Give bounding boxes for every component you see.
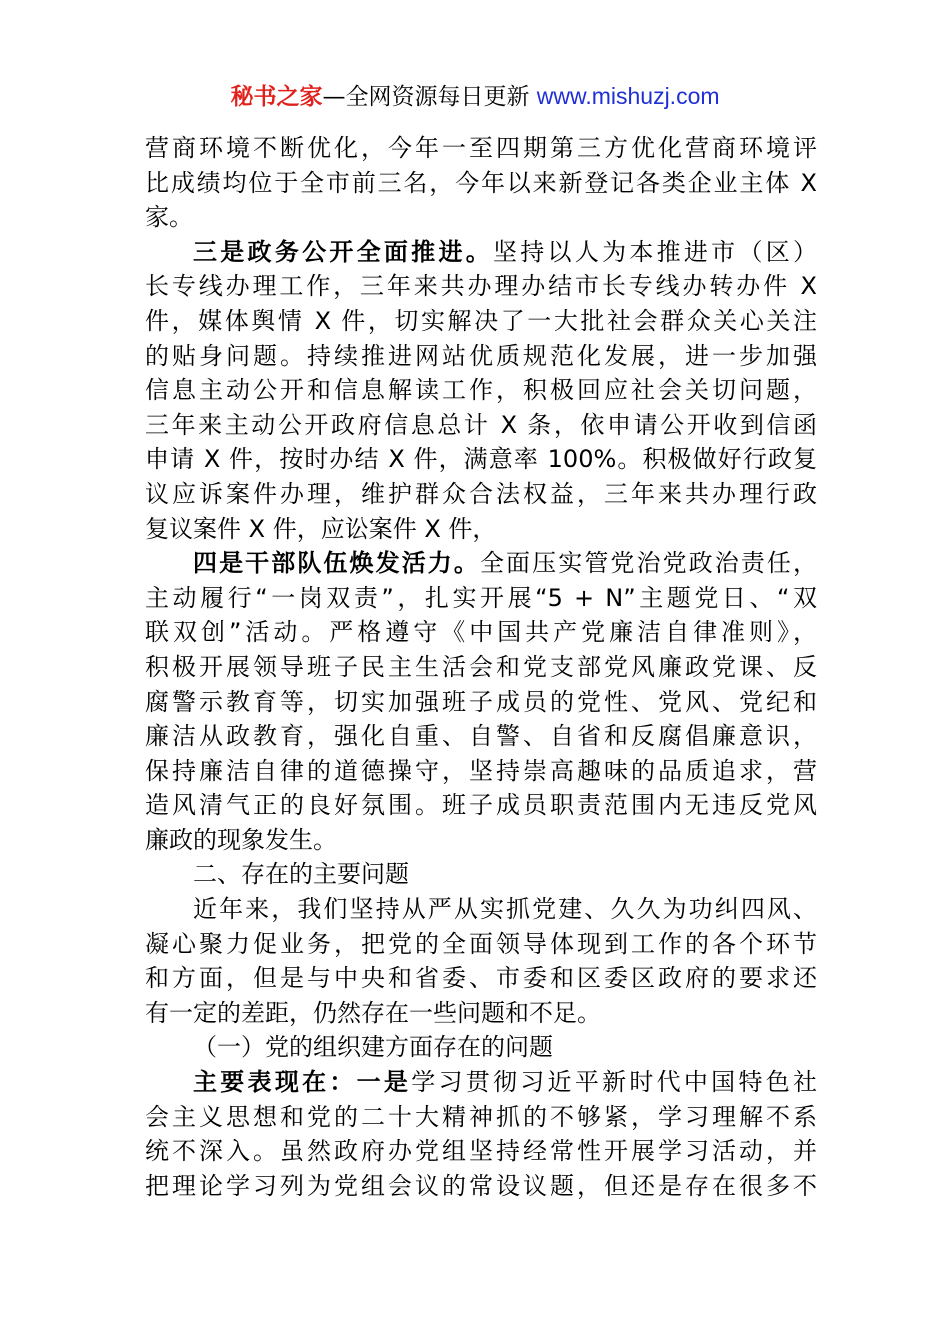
text-line: 复议案件 X 件，应讼案件 X 件， [145,514,497,543]
text-line: 家。 [145,203,193,232]
bold-lead: 四是干部队伍焕发活力。 [193,549,480,578]
subsection-heading: （一）党的组织建方面存在的问题 [193,1033,553,1062]
document-body [145,131,817,1203]
text-line: 有一定的差距，仍然存在一些问题和不足。 [145,998,601,1027]
text-line: 和方面，但是与中央和省委、市委和区委区政府的要求还 [145,964,817,993]
brand-name: 秘书之家 [230,84,323,110]
text-line: 造风清气正的良好氛围。班子成员职责范围内无违反党风 [145,791,817,820]
site-url-link[interactable]: www.mishuzj.com [536,83,720,109]
text-line: 腐警示教育等，切实加强班子成员的党性、党风、党纪和 [145,687,817,716]
text-line: 的贴身问题。持续推进网站优质规范化发展，进一步加强 [145,341,817,370]
paragraph-start-line: 近年来，我们坚持从严从实抓党建、久久为功纠四风、 [193,895,817,924]
text-line: 积极开展领导班子民主生活会和党支部党风廉政党课、反 [145,652,817,681]
text-line: 信息主动公开和信息解读工作，积极回应社会关切问题， [145,376,817,405]
text-line: 把理论学习列为党组会议的常设议题，但还是存在很多不 [145,1171,817,1200]
bold-lead: 三是政务公开全面推进。 [193,237,493,266]
text-line: 凝心聚力促业务，把党的全面领导体现到工作的各个环节 [145,929,817,958]
section-heading: 二、存在的主要问题 [193,860,409,889]
text-line: 统不深入。虽然政府办党组坚持经常性开展学习活动，并 [145,1137,817,1166]
text-line: 会主义思想和党的二十大精神抓的不够紧，学习理解不系 [145,1102,817,1131]
text-line: 保持廉洁自律的道德操守，坚持崇高趣味的品质追求，营 [145,756,817,785]
text-line: 申请 X 件，按时办结 X 件，满意率 100%。积极做好行政复 [145,445,817,474]
text-line: 长专线办理工作，三年来共办理办结市长专线办转办件 X [145,272,817,301]
text-line: 营商环境不断优化，今年一至四期第三方优化营商环境评 [145,134,817,162]
text-line: 联双创”活动。严格遵守《中国共产党廉洁自律准则》， [145,618,817,647]
text-line: 主动履行“一岗双责”，扎实开展“5 + N”主题党日、“双 [145,583,817,612]
paragraph-start-line: 四是干部队伍焕发活力。全面压实管党治党政治责任， [193,549,818,578]
bold-lead: 主要表现在：一是 [193,1068,412,1097]
text-line: 件，媒体舆情 X 件，切实解决了一大批社会群众关心关注 [145,306,817,335]
text-line: 三年来主动公开政府信息总计 X 条，依申请公开收到信函 [145,410,817,439]
paragraph-start-line: 三是政务公开全面推进。坚持以人为本推进市（区） [193,237,817,266]
header-tagline: —全网资源每日更新 [322,84,537,110]
text-line: 比成绩均位于全市前三名，今年以来新登记各类企业主体 X [145,168,817,197]
text-line: 议应诉案件办理，维护群众合法权益，三年来共办理行政 [145,479,817,508]
site-header [0,80,950,113]
text-line: 廉政的现象发生。 [145,825,337,854]
text-line: 廉洁从政教育，强化自重、自警、自省和反腐倡廉意识， [145,722,817,751]
paragraph-start-line: 主要表现在：一是学习贯彻习近平新时代中国特色社 [193,1068,818,1097]
